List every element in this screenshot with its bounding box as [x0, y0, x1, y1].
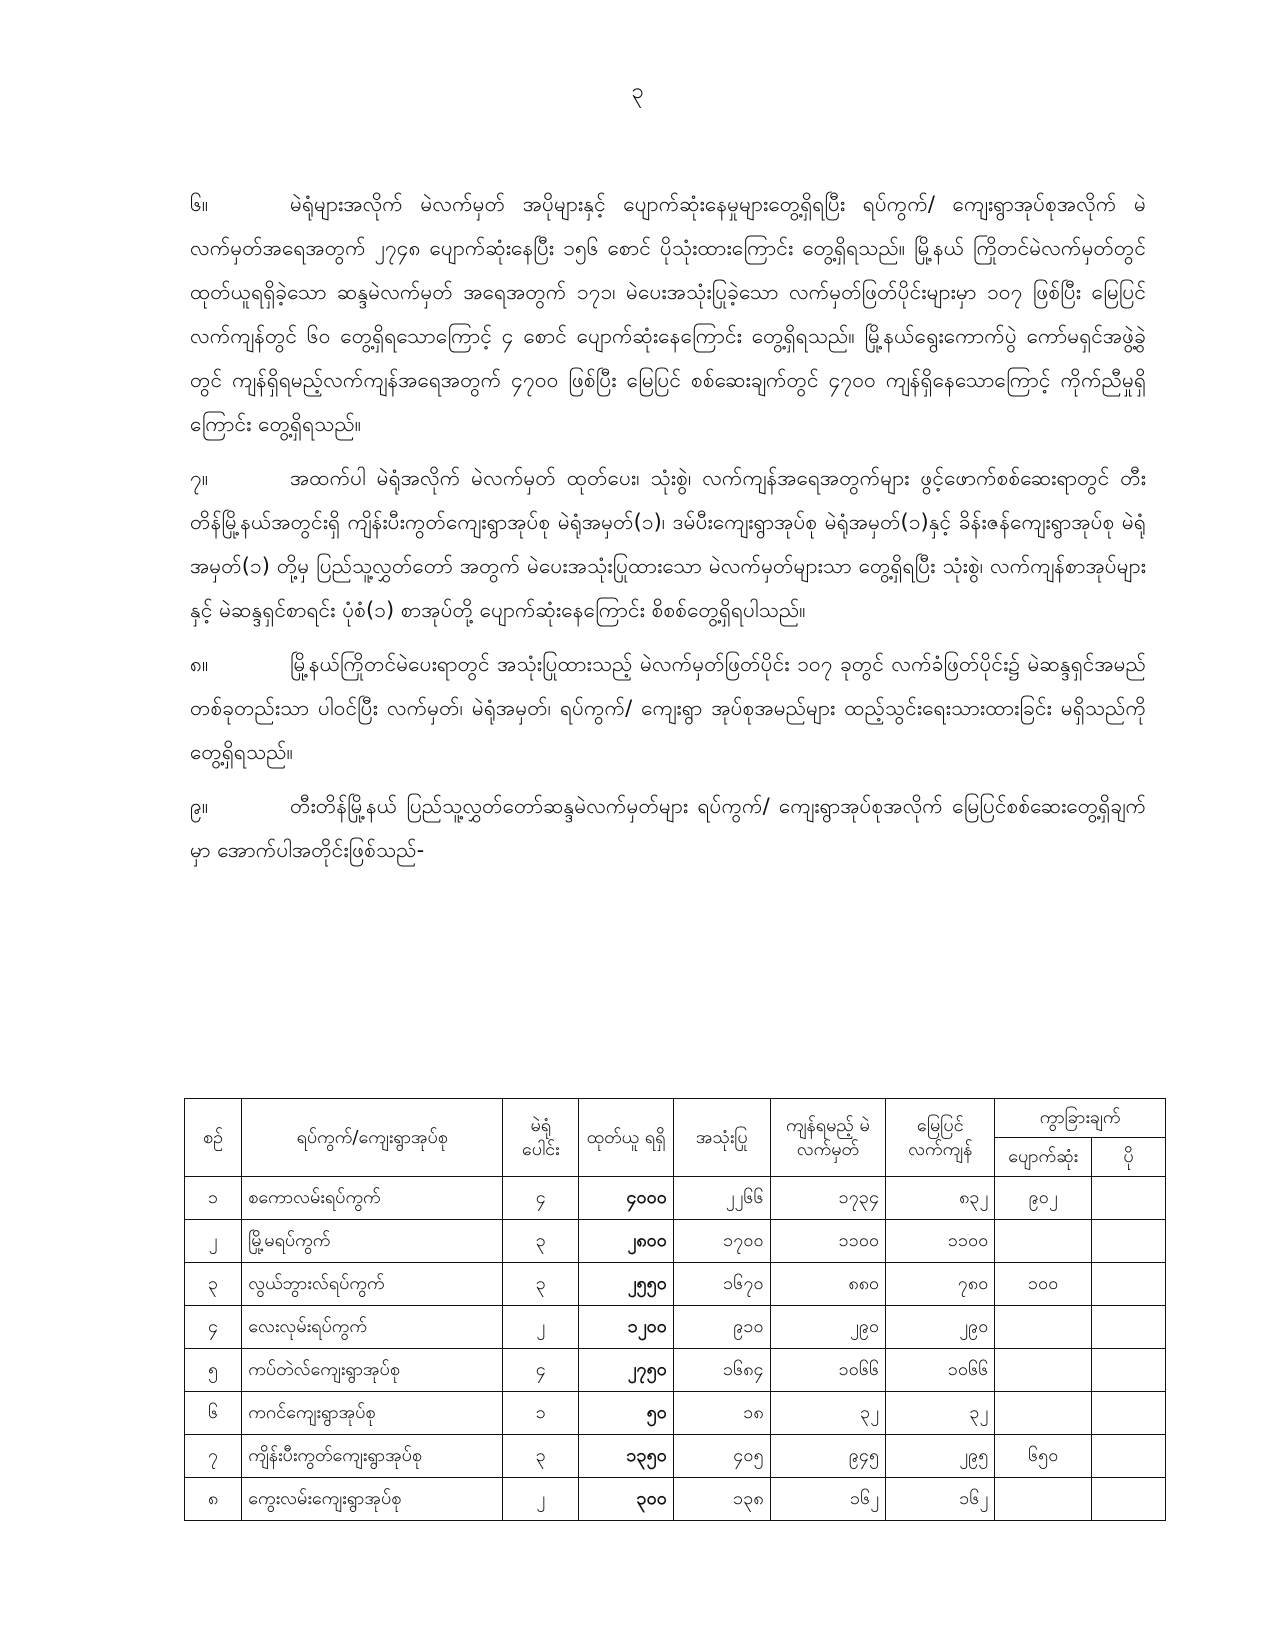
cell-expected: ၉၄၅ [770, 1435, 885, 1478]
cell-ward: လေးလုမ်းရပ်ကွက် [242, 1306, 503, 1349]
paragraph-text: တီးတိန်မြို့နယ် ပြည်သူ့လွှတ်တော်ဆန္ဒမဲလက်မှတ်များ ရပ်ကွက်/ ကျေးရွာအုပ်စုအလိုက် မြေပြင်စစ်ဆေးတွေ့ရှိချက်မှာ အောက်ပါအတိုင်းဖြစ်သည်- [190, 794, 1146, 862]
cell-missing: ၉၀၂ [995, 1177, 1092, 1220]
cell-used: ၁၇၀၀ [673, 1220, 770, 1263]
cell-used: ၉၁၀ [673, 1306, 770, 1349]
cell-used: ၁၆၈၄ [673, 1349, 770, 1392]
table-row [185, 1220, 1166, 1263]
header-stations: မဲရုံ ပေါင်း [503, 1099, 579, 1177]
cell-stations: ၂ [503, 1478, 579, 1521]
header-actual: မြေပြင် လက်ကျန် [886, 1099, 995, 1177]
cell-no: ၆ [185, 1392, 242, 1435]
cell-used: ၁၈ [673, 1392, 770, 1435]
cell-actual: ၇၈၀ [886, 1263, 995, 1306]
cell-no: ၂ [185, 1220, 242, 1263]
cell-extra [1092, 1435, 1166, 1478]
table-row [185, 1177, 1166, 1220]
header-used: အသုံးပြု [673, 1099, 770, 1177]
cell-used: ၁၃၈ [673, 1478, 770, 1521]
table-row [185, 1349, 1166, 1392]
cell-ward: စကောလမ်းရပ်ကွက် [242, 1177, 503, 1220]
paragraph-8 [190, 642, 1146, 774]
table-row [185, 1306, 1166, 1349]
table-row [185, 1263, 1166, 1306]
header-extra: ပို [1092, 1138, 1166, 1177]
cell-expected: ၁၁၀၀ [770, 1220, 885, 1263]
cell-missing [995, 1220, 1092, 1263]
paragraph-number: ၈။ [190, 652, 209, 676]
table-body [185, 1177, 1166, 1521]
cell-received: ၅၀ [579, 1392, 674, 1435]
cell-extra [1092, 1220, 1166, 1263]
page-number: ၃ [631, 79, 644, 104]
cell-no: ၅ [185, 1349, 242, 1392]
cell-no: ၈ [185, 1478, 242, 1521]
header-ward: ရပ်ကွက်/ကျေးရွာအုပ်စု [242, 1099, 503, 1177]
cell-no: ၃ [185, 1263, 242, 1306]
paragraph-text: မြို့နယ်ကြိုတင်မဲပေးရာတွင် အသုံးပြုထားသည့် မဲလက်မှတ်ဖြတ်ပိုင်း ၁၀၇ ခုတွင် လက်ခံဖြတ်ပိုင်း၌ မဲဆန္ဒရှင်အမည်တစ်ခုတည်းသာ ပါဝင်ပြီး လက်မှတ်၊ မဲရုံအမှတ်၊ ရပ်ကွက်/ ကျေးရွာ အုပ်စုအမည်များ ထည့်သွင်းရေးသားထားခြင်း မရှိသည်ကို တွေ့ရှိရသည်။ [190, 652, 1146, 764]
cell-ward: ကဂင်ကျေးရွာအုပ်စု [242, 1392, 503, 1435]
cell-missing [995, 1306, 1092, 1349]
cell-received: ၂၅၅၀ [579, 1263, 674, 1306]
cell-ward: ကပ်တဲလ်ကျေးရွာအုပ်စု [242, 1349, 503, 1392]
cell-no: ၇ [185, 1435, 242, 1478]
cell-used: ၂၂၆၆ [673, 1177, 770, 1220]
paragraph-7 [190, 456, 1146, 632]
cell-missing [995, 1392, 1092, 1435]
table-row [185, 1478, 1166, 1521]
cell-received: ၁၃၅၀ [579, 1435, 674, 1478]
cell-received: ၃၀၀ [579, 1478, 674, 1521]
cell-expected: ၁၆၂ [770, 1478, 885, 1521]
cell-stations: ၃ [503, 1220, 579, 1263]
table-row [185, 1435, 1166, 1478]
cell-received: ၂၇၅၀ [579, 1349, 674, 1392]
paragraph-number: ၆။ [190, 192, 209, 216]
cell-actual: ၂၉၀ [886, 1306, 995, 1349]
cell-ward: ကွေးလမ်းကျေးရွာအုပ်စု [242, 1478, 503, 1521]
cell-stations: ၄ [503, 1177, 579, 1220]
paragraph-number: ၇။ [190, 466, 209, 490]
ballot-table [184, 1098, 1166, 1521]
cell-stations: ၃ [503, 1263, 579, 1306]
cell-ward: ကျိန်းပီးကွတ်ကျေးရွာအုပ်စု [242, 1435, 503, 1478]
cell-missing: ၁၀၀ [995, 1263, 1092, 1306]
cell-stations: ၄ [503, 1349, 579, 1392]
cell-extra [1092, 1263, 1166, 1306]
document-body [190, 182, 1146, 882]
cell-used: ၁၆၇၀ [673, 1263, 770, 1306]
cell-actual: ၃၂ [886, 1392, 995, 1435]
paragraph-9 [190, 784, 1146, 872]
cell-actual: ၁၁၀၀ [886, 1220, 995, 1263]
cell-extra [1092, 1392, 1166, 1435]
cell-received: ၄၀၀၀ [579, 1177, 674, 1220]
cell-extra [1092, 1177, 1166, 1220]
cell-extra [1092, 1349, 1166, 1392]
cell-used: ၄၀၅ [673, 1435, 770, 1478]
cell-extra [1092, 1478, 1166, 1521]
cell-extra [1092, 1306, 1166, 1349]
cell-stations: ၁ [503, 1392, 579, 1435]
cell-expected: ၁၀၆၆ [770, 1349, 885, 1392]
cell-missing [995, 1478, 1092, 1521]
cell-actual: ၂၉၅ [886, 1435, 995, 1478]
cell-ward: မြို့မရပ်ကွက် [242, 1220, 503, 1263]
header-difference: ကွာခြားချက် [995, 1099, 1166, 1138]
paragraph-text: မဲရုံများအလိုက် မဲလက်မှတ် အပိုများနှင့် ပျောက်ဆုံးနေမှုများတွေ့ရှိရပြီး ရပ်ကွက်/ ကျေးရွာအုပ်စုအလိုက် မဲလက်မှတ်အရေအတွက် ၂၇၄၈ ပျောက်ဆုံးနေပြီး ၁၅၆ စောင် ပိုသုံးထားကြောင်း တွေ့ရှိရသည်။ မြို့နယ် ကြိုတင်မဲလက်မှတ်တွင် ထုတ်ယူရရှိခဲ့သော ဆန္ဒမဲလက်မှတ် အရေအတွက် ၁၇၁၊ မဲပေးအသုံးပြုခဲ့သော လက်မှတ်ဖြတ်ပိုင်းများမှာ ၁၀၇ ဖြစ်ပြီး မြေပြင်လက်ကျန်တွင် ၆၀ တွေ့ရှိရသောကြောင့် ၄ စောင် ပျောက်ဆုံးနေကြောင်း တွေ့ရှိရသည်။ မြို့နယ်ရွေးကောက်ပွဲ ကော်မရှင်အဖွဲ့ခွဲတွင် ကျန်ရှိရမည့်လက်ကျန်အရေအတွက် ၄၇၀၀ ဖြစ်ပြီး မြေပြင် စစ်ဆေးချက်တွင် ၄၇၀၀ ကျန်ရှိနေသောကြောင့် ကိုက်ညီမှုရှိကြောင်း တွေ့ရှိရသည်။ [190, 192, 1146, 436]
cell-missing [995, 1349, 1092, 1392]
cell-actual: ၁၀၆၆ [886, 1349, 995, 1392]
cell-actual: ၁၆၂ [886, 1478, 995, 1521]
paragraph-text: အထက်ပါ မဲရုံအလိုက် မဲလက်မှတ် ထုတ်ပေး၊ သုံးစွဲ၊ လက်ကျန်အရေအတွက်များ ဖွင့်ဖောက်စစ်ဆေးရာတွင် တီးတိန်မြို့နယ်အတွင်းရှိ ကျိန်းပီးကွတ်ကျေးရွာအုပ်စု မဲရုံအမှတ်(၁)၊ ဒမ်ပီးကျေးရွာအုပ်စု မဲရုံအမှတ်(၁)နှင့် ခိန်းဇန်ကျေးရွာအုပ်စု မဲရုံအမှတ်(၁) တို့မှ ပြည်သူ့လွှတ်တော် အတွက် မဲပေးအသုံးပြုထားသော မဲလက်မှတ်များသာ တွေ့ရှိရပြီး သုံးစွဲ၊ လက်ကျန်စာအုပ်များနှင့် မဲဆန္ဒရှင်စာရင်း ပုံစံ(၁) စာအုပ်တို့ ပျောက်ဆုံးနေကြောင်း စိစစ်တွေ့ရှိရပါသည်။ [190, 466, 1146, 622]
cell-received: ၂၈၀၀ [579, 1220, 674, 1263]
header-received: ထုတ်ယူ ရရှိ [579, 1099, 674, 1177]
header-missing: ပျောက်ဆုံး [995, 1138, 1092, 1177]
cell-expected: ၂၉၀ [770, 1306, 885, 1349]
cell-actual: ၈၃၂ [886, 1177, 995, 1220]
cell-missing: ၆၅၀ [995, 1435, 1092, 1478]
cell-no: ၄ [185, 1306, 242, 1349]
cell-ward: လွယ်ဘွားလ်ရပ်ကွက် [242, 1263, 503, 1306]
cell-stations: ၃ [503, 1435, 579, 1478]
header-expected: ကျန်ရမည့် မဲလက်မှတ် [770, 1099, 885, 1177]
table-row [185, 1392, 1166, 1435]
paragraph-6 [190, 182, 1146, 446]
cell-stations: ၂ [503, 1306, 579, 1349]
cell-expected: ၈၈၀ [770, 1263, 885, 1306]
header-no: စဉ် [185, 1099, 242, 1177]
cell-no: ၁ [185, 1177, 242, 1220]
cell-received: ၁၂၀၀ [579, 1306, 674, 1349]
cell-expected: ၁၇၃၄ [770, 1177, 885, 1220]
cell-expected: ၃၂ [770, 1392, 885, 1435]
paragraph-number: ၉။ [190, 794, 209, 818]
